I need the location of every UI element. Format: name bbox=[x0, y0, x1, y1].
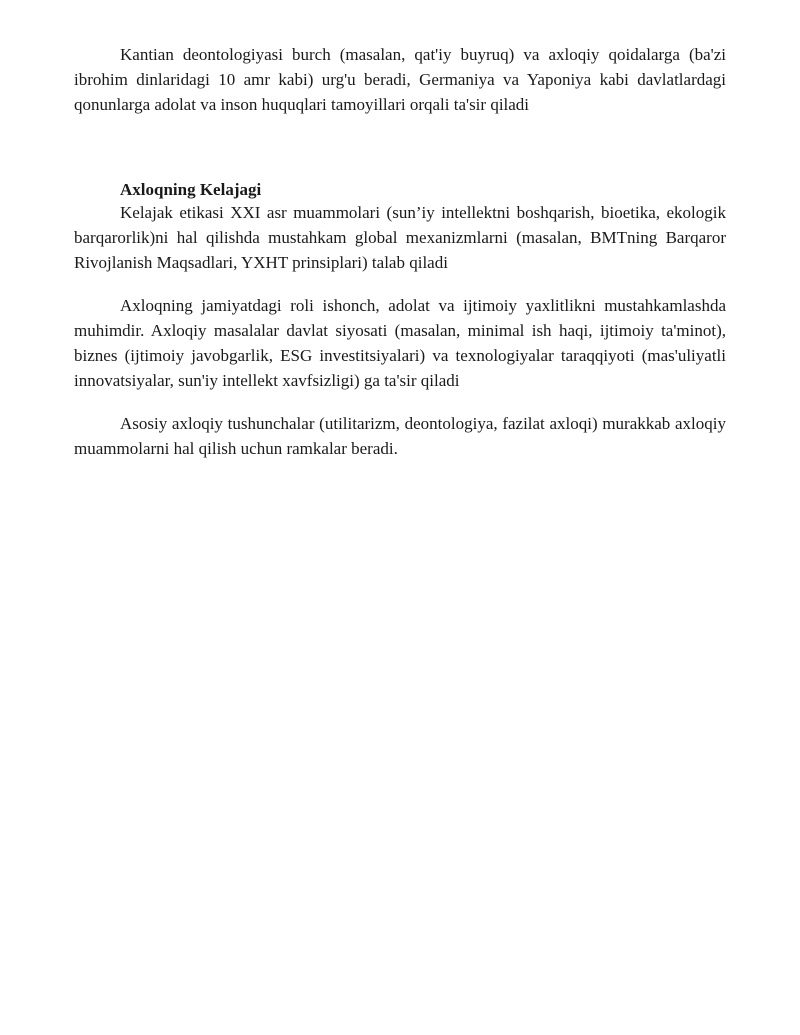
section-heading: Axloqning Kelajagi bbox=[120, 180, 262, 199]
paragraph-core-concepts: Asosiy axloqiy tushunchalar (utilitarizm, deontologiya, fazilat axloqi) murakkab axloqiy muammolarni hal qilish uchun ramkalar beradi. bbox=[74, 414, 726, 458]
paragraph-kantian-deontology: Kantian deontologiyasi burch (masalan, qat'iy buyruq) va axloqiy qoidalarga (ba'zi ibrohim dinlaridagi 10 amr kabi) urg'u beradi, Germaniya va Yaponiya kabi davlatlardagi qonunlarga adolat va inson huquqlari tamoyillari orqali ta'sir qiladi bbox=[74, 45, 726, 114]
document-body bbox=[74, 42, 726, 461]
paragraph-future-ethics: Kelajak etikasi XXI asr muammolari (sun’iy intellektni boshqarish, bioetika, ekologik barqarorlik)ni hal qilishda mustahkam global mexanizmlarni (masalan, BMTning Barqaror Rivojlanish Maqsadlari, YXHT prinsiplari) talab qiladi bbox=[74, 203, 726, 272]
paragraph-ethics-role-society: Axloqning jamiyatdagi roli ishonch, adolat va ijtimoiy yaxlitlikni mustahkamlashda muhimdir. Axloqiy masalalar davlat siyosati (masalan, minimal ish haqi, ijtimoiy ta'minot), biznes (ijtimoiy javobgarlik, ESG investitsiyalari) va texnologiyalar taraqqiyoti (mas'uliyatli innovatsiyalar, sun'iy intellekt xavfsizligi) ga ta'sir qiladi bbox=[74, 296, 726, 390]
